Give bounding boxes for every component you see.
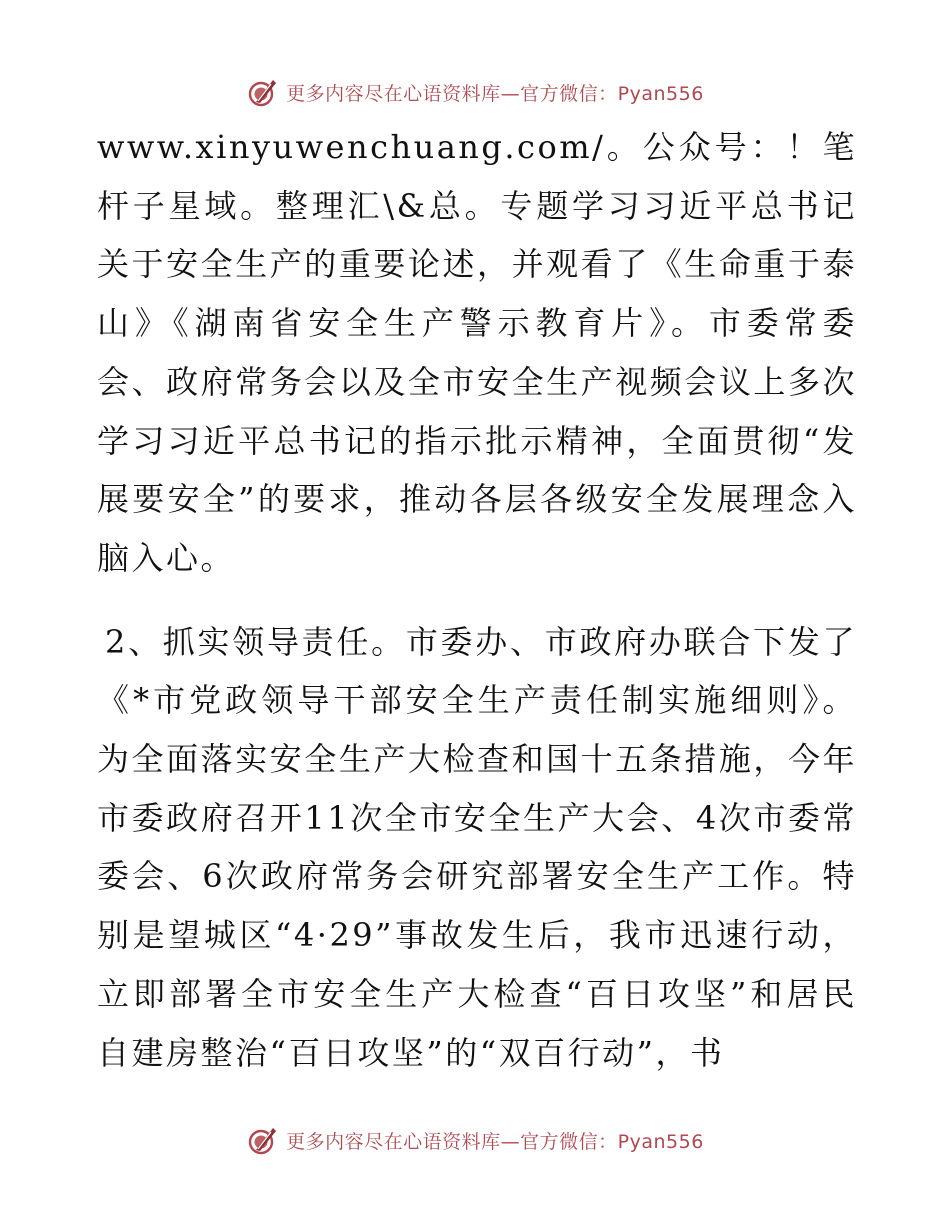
header-watermark (0, 72, 950, 112)
feather-pen-seal-icon (246, 1123, 280, 1157)
feather-pen-seal-icon (246, 75, 280, 109)
document-body (97, 118, 857, 1082)
footer-watermark (0, 1120, 950, 1160)
watermark-text: 更多内容尽在心语资料库—官方微信：Pyan556 (286, 1130, 704, 1153)
watermark-text: 更多内容尽在心语资料库—官方微信：Pyan556 (286, 82, 704, 105)
paragraph-2: 2、抓实领导责任。市委办、市政府办联合下发了《*市党政领导干部安全生产责任制实施细则》。为全面落实安全生产大检查和国十五条措施，今年市委政府召开11次全市安全生产大会、4次市委常委会、6次政府常务会研究部署安全生产工作。特别是望城区“4·29”事故发生后，我市迅速行动，立即部署全市安全生产大检查“百日攻坚”和居民自建房整治“百日攻坚”的“双百行动”，书 (97, 622, 857, 1072)
paragraph-1: www.xinyuwenchuang.com/。公众号：！笔杆子星域。整理汇\&总。专题学习习近平总书记关于安全生产的重要论述，并观看了《生命重于泰山》《湖南省安全生产警示教育片》。市委常委会、政府常务会以及全市安全生产视频会议上多次学习习近平总书记的指示批示精神，全面贯彻“发展要安全”的要求，推动各层各级安全发展理念入脑入心。 (97, 128, 857, 577)
